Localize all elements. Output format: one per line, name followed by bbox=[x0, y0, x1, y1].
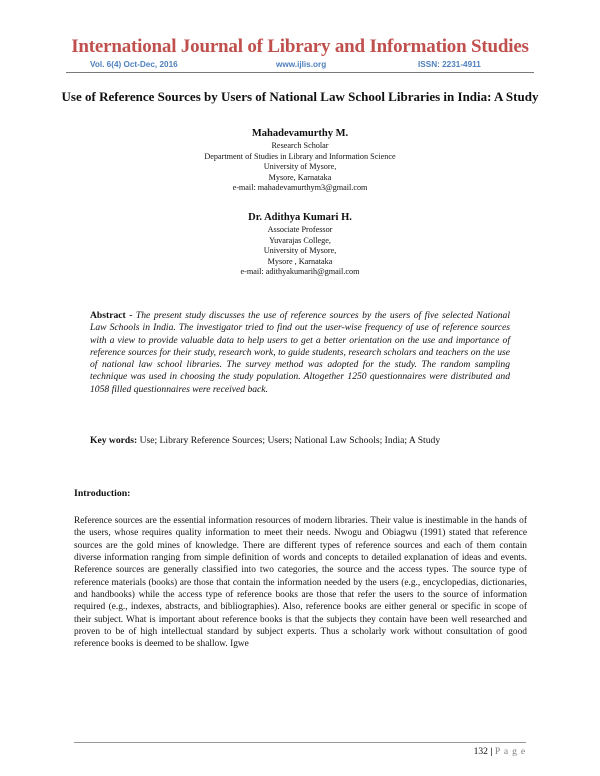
keywords-text: Use; Library Reference Sources; Users; National Law Schools; India; A Study bbox=[139, 435, 441, 446]
author-name: Mahadevamurthy M. bbox=[251, 128, 349, 139]
page-footer bbox=[474, 746, 526, 757]
abstract-label: Abstract - bbox=[90, 310, 133, 321]
author-email: e-mail: mahadevamurthym3@gmail.com bbox=[232, 183, 368, 193]
author-block-2 bbox=[0, 211, 600, 278]
keywords bbox=[90, 434, 510, 447]
author-block-1 bbox=[0, 127, 600, 194]
footer-divider bbox=[74, 742, 526, 743]
abstract-text: The present study discusses the use of reference sources by the users of five selected National Law Schools in India. The investigator tried to find out the user-wise frequency of use of reference sources with a view to provide valuable data to help users to get a better orientation on the use and importance of reference sources for their study, research work, to guide students, research scholars and teachers on the use of national law school libraries. The survey method was adopted for the study. The random sampling technique was used in choosing the study population. Altogether 1250 questionnaires were distributed and 1058 filled questionnaires were received back. bbox=[90, 310, 510, 395]
author-name: Dr. Adithya Kumari H. bbox=[248, 212, 352, 223]
author-university: University of Mysore, bbox=[263, 246, 337, 256]
author-role: Research Scholar bbox=[271, 141, 329, 150]
abstract bbox=[90, 310, 510, 396]
keywords-label: Key words: bbox=[90, 435, 138, 446]
journal-issn: ISSN: 2231-4911 bbox=[418, 60, 481, 69]
author-college: Yuvarajas College, bbox=[269, 235, 331, 245]
footer-separator: | bbox=[490, 746, 493, 757]
author-location: Mysore , Karnataka bbox=[267, 256, 333, 266]
header-divider bbox=[66, 72, 534, 73]
paper-title: Use of Reference Sources by Users of National Law School Libraries in India: A Study bbox=[61, 89, 539, 104]
page-label: P a g e bbox=[494, 746, 526, 757]
page-number: 132 bbox=[473, 746, 488, 757]
introduction-paragraph: Reference sources are the essential information resources of modern libraries. Their value is inestimable in the hands of the users, whose requires quality information to meet their needs. Nwogu and Obiagwu (1991) stated that reference sources are the gold mines of knowledge. There are different types of reference sources and each of them contain diverse information ranging from simple definition of words and concepts to detailed explanation of ideas and events. Reference sources are generally classified into two categories, the source and the access types. The source type of reference materials (books) are those that contain the information needed by the users (e.g., encyclopedias, dictionaries, and handbooks) while the access type of reference books are those that refer the users to the source of information required (e.g., indexes, abstracts, and bibliographies). Also, reference books are either general or specific in scope of their subject. What is important about reference books is that the subjects they contain have been well researched and proven to be of high intellectual standard by subject experts. Thus a scholarly work without consultation of good reference books is deemed to be shallow. Igwe bbox=[74, 516, 527, 650]
author-university: University of Mysore, bbox=[263, 162, 337, 172]
author-email: e-mail: adithyakumarih@gmail.com bbox=[240, 267, 360, 277]
author-role: Associate Professor bbox=[267, 225, 333, 234]
journal-volume: Vol. 6(4) Oct-Dec, 2016 bbox=[90, 60, 178, 69]
introduction-heading: Introduction: bbox=[74, 488, 131, 499]
author-location: Mysore, Karnataka bbox=[268, 172, 332, 182]
author-department: Department of Studies in Library and Information Science bbox=[204, 151, 396, 161]
journal-website: www.ijlis.org bbox=[276, 60, 327, 69]
journal-title: International Journal of Library and Information Studies bbox=[71, 36, 529, 57]
